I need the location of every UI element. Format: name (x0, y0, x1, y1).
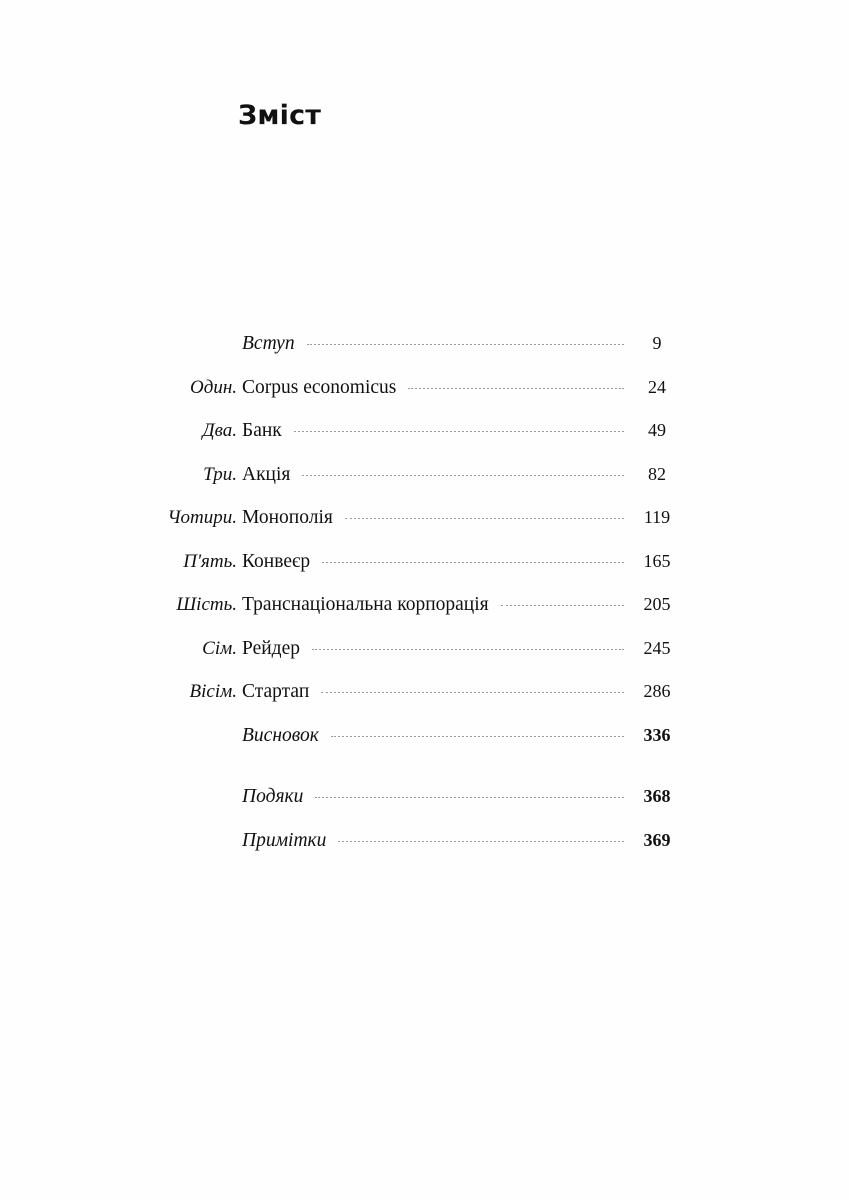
toc-entry[interactable] (120, 333, 680, 377)
toc-entry-title: Транснаціональна корпорація (242, 594, 489, 615)
toc-entry-number: Вісім. (189, 681, 237, 702)
toc-entry-page-number: 165 (643, 550, 671, 571)
toc-entry-number: Сім. (202, 637, 237, 659)
toc-entry-title: Монополія (242, 507, 333, 528)
toc-entry-page-number: 205 (643, 594, 671, 614)
toc-entry-title: Примітки (242, 829, 327, 851)
toc-entry-number: П'ять. (183, 550, 237, 572)
toc-entry-page-number: 24 (648, 376, 666, 397)
toc-entry-page-number: 368 (643, 786, 671, 806)
toc-entry-number: Два. (202, 420, 237, 441)
page-title: Зміст (238, 100, 322, 131)
toc-entry-title: Банк (242, 420, 282, 441)
toc-leader-dots (312, 649, 624, 650)
toc-entry[interactable] (120, 464, 680, 508)
toc-entry[interactable] (120, 830, 680, 874)
toc-entry[interactable] (120, 420, 680, 464)
toc-entry-title: Рейдер (242, 637, 301, 659)
toc-leader-dots (408, 388, 624, 389)
toc-leader-dots (315, 797, 624, 798)
toc-entry-title: Вступ (242, 333, 295, 354)
toc-leader-dots (501, 605, 624, 606)
toc-entry[interactable] (120, 551, 680, 595)
toc-entry[interactable] (120, 725, 680, 769)
toc-entry-page-number: 336 (643, 724, 671, 745)
table-of-contents (120, 333, 680, 873)
toc-leader-dots (302, 475, 624, 476)
toc-leader-dots (322, 562, 624, 563)
toc-entry-number: Три. (203, 463, 237, 485)
toc-entry-title: Конвеєр (242, 550, 311, 572)
toc-entry[interactable] (120, 786, 680, 830)
toc-entry-number: Один. (189, 376, 237, 398)
toc-entry-page-number: 286 (643, 681, 671, 701)
toc-entry-title: Висновок (242, 724, 319, 746)
toc-leader-dots (331, 736, 624, 737)
toc-entry-page-number: 82 (648, 463, 666, 484)
toc-entry-title: Акція (242, 463, 291, 485)
toc-leader-dots (321, 692, 624, 693)
toc-entry[interactable] (120, 681, 680, 725)
toc-entry-title: Corpus economicus (242, 376, 397, 398)
toc-leader-dots (294, 431, 624, 432)
toc-entry-number: Шість. (176, 594, 237, 615)
toc-entry[interactable] (120, 638, 680, 682)
toc-entry-page-number: 245 (643, 637, 671, 658)
toc-entry-page-number: 119 (643, 507, 671, 527)
toc-leader-dots (345, 518, 624, 519)
toc-entry-title: Стартап (242, 681, 310, 702)
toc-entry-page-number: 49 (648, 420, 666, 440)
toc-leader-dots (338, 841, 624, 842)
toc-entry[interactable] (120, 507, 680, 551)
toc-entry-page-number: 369 (643, 829, 671, 850)
toc-entry[interactable] (120, 377, 680, 421)
toc-entry-title: Подяки (242, 786, 304, 807)
toc-entry-number: Чотири. (167, 507, 237, 528)
toc-entry-page-number: 9 (652, 333, 662, 353)
toc-leader-dots (307, 344, 624, 345)
toc-entry[interactable] (120, 594, 680, 638)
